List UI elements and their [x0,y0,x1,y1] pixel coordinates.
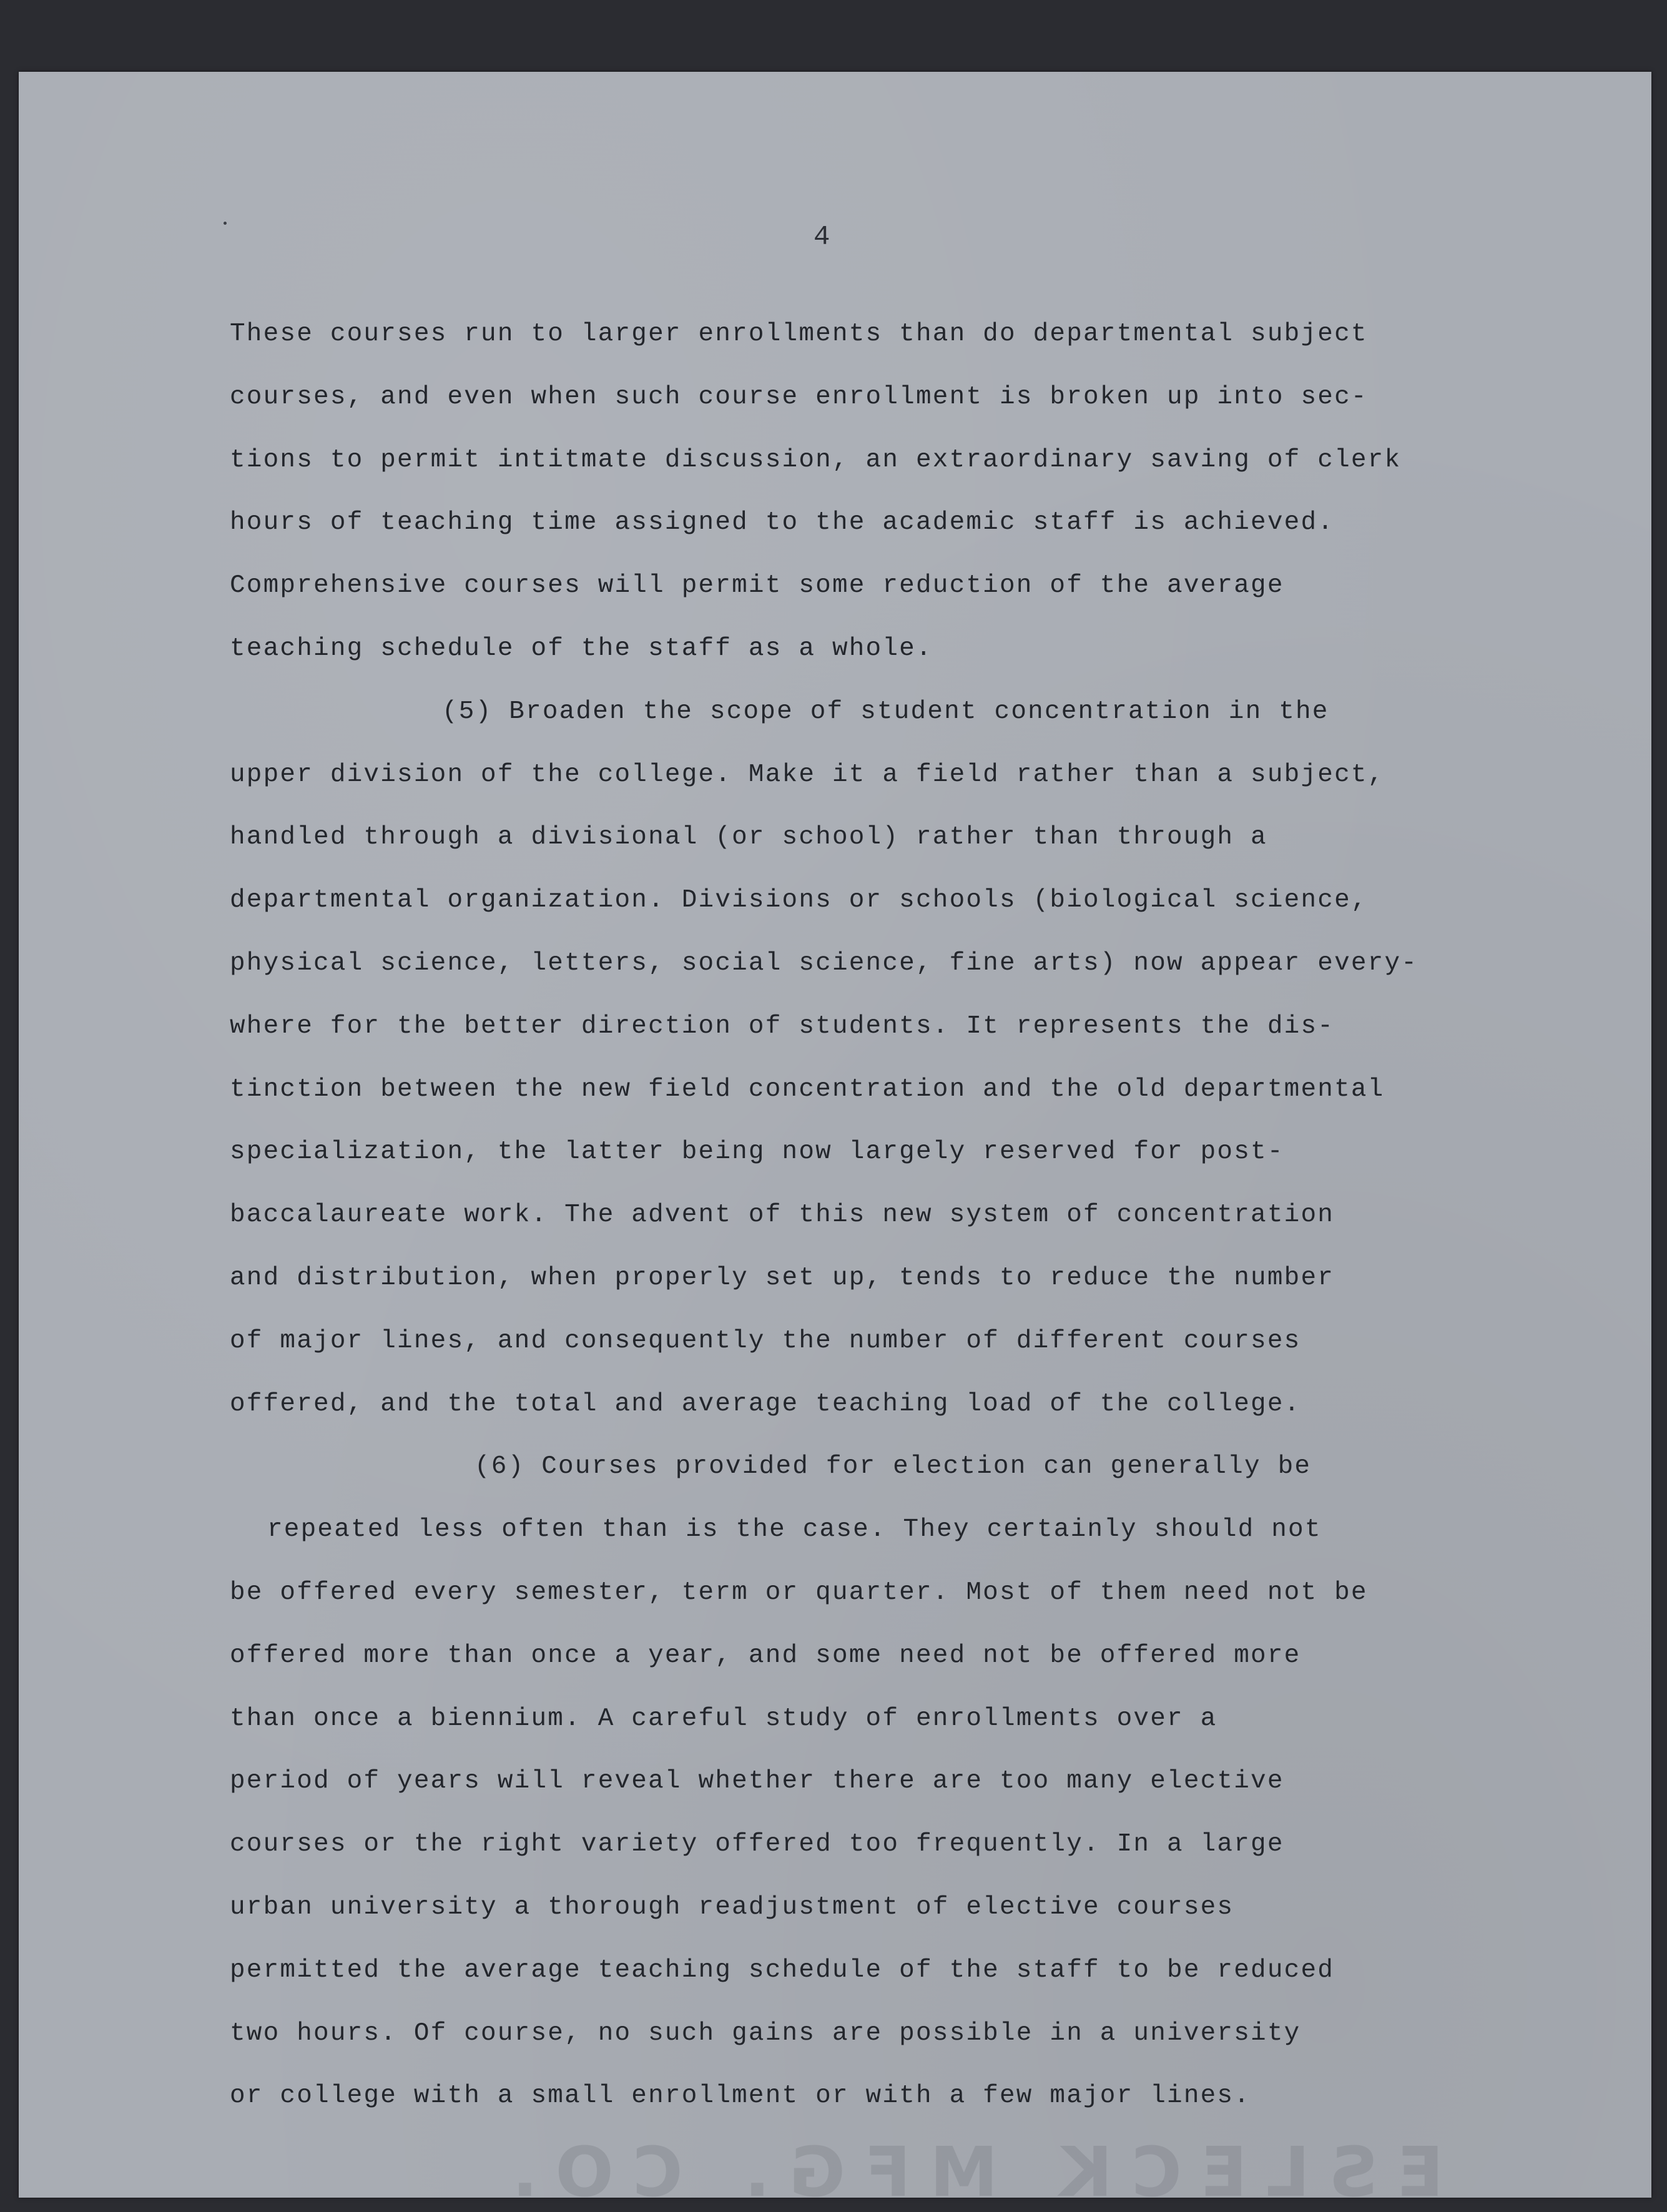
text-line: physical science, letters, social science, fine arts) now appear every- [230,948,1419,978]
paper-mark [224,222,227,225]
text-line: tions to permit intitmate discussion, an extraordinary saving of clerk [230,445,1402,474]
paragraph-6-start: (6) Courses provided for election can generally be [475,1452,1312,1482]
text-line: where for the better direction of students. It represents the dis- [230,1011,1335,1041]
text-line: hours of teaching time assigned to the academic staff is achieved. [230,508,1335,538]
text-line: period of years will reveal whether there are too many elective [230,1767,1284,1796]
text-line: handled through a divisional (or school) rather than through a [230,823,1267,852]
document-page [19,72,1651,2212]
paragraph-5-start: (5) Broaden the scope of student concentration in the [442,697,1329,726]
text-line: be offered every semester, term or quarter. Most of them need not be [230,1578,1368,1607]
text-line: These courses run to larger enrollments than do departmental subject [230,320,1368,348]
text-line: urban university a thorough readjustment of elective courses [230,1892,1234,1922]
text-line: baccalaureate work. The advent of this new system of concentration [230,1201,1335,1230]
text-line: specialization, the latter being now largely reserved for post- [230,1138,1284,1167]
text-line: upper division of the college. Make it a field rather than a subject, [230,760,1385,789]
typed-body-text [230,303,1616,2128]
text-line: courses or the right variety offered too frequently. In a large [230,1830,1284,1859]
text-line: of major lines, and consequently the number of different courses [230,1326,1301,1355]
text-line: offered more than once a year, and some need not be offered more [230,1641,1301,1670]
text-line: courses, and even when such course enrollment is broken up into sec- [230,382,1368,411]
text-line: Comprehensive courses will permit some reduction of the average [230,571,1284,601]
text-line: than once a biennium. A careful study of enrollments over a [230,1704,1217,1733]
text-line: teaching schedule of the staff as a whole. [230,634,933,663]
text-line: and distribution, when properly set up, tends to reduce the number [230,1263,1335,1292]
text-line: two hours. Of course, no such gains are possible in a university [230,2018,1301,2048]
text-line: offered, and the total and average teaching load of the college. [230,1389,1301,1418]
text-line: tinction between the new field concentration and the old departmental [230,1074,1385,1104]
text-line: permitted the average teaching schedule of the staff to be reduced [230,1955,1335,1985]
text-line: or college with a small enrollment or with a few major lines. [230,2082,1251,2111]
paper-watermark: ESLECK MFG. CO. [493,2132,1444,2212]
page-number: 4 [814,222,830,253]
text-line: repeated less often than is the case. They certainly should not [267,1515,1322,1545]
text-line: departmental organization. Divisions or schools (biological science, [230,886,1368,915]
